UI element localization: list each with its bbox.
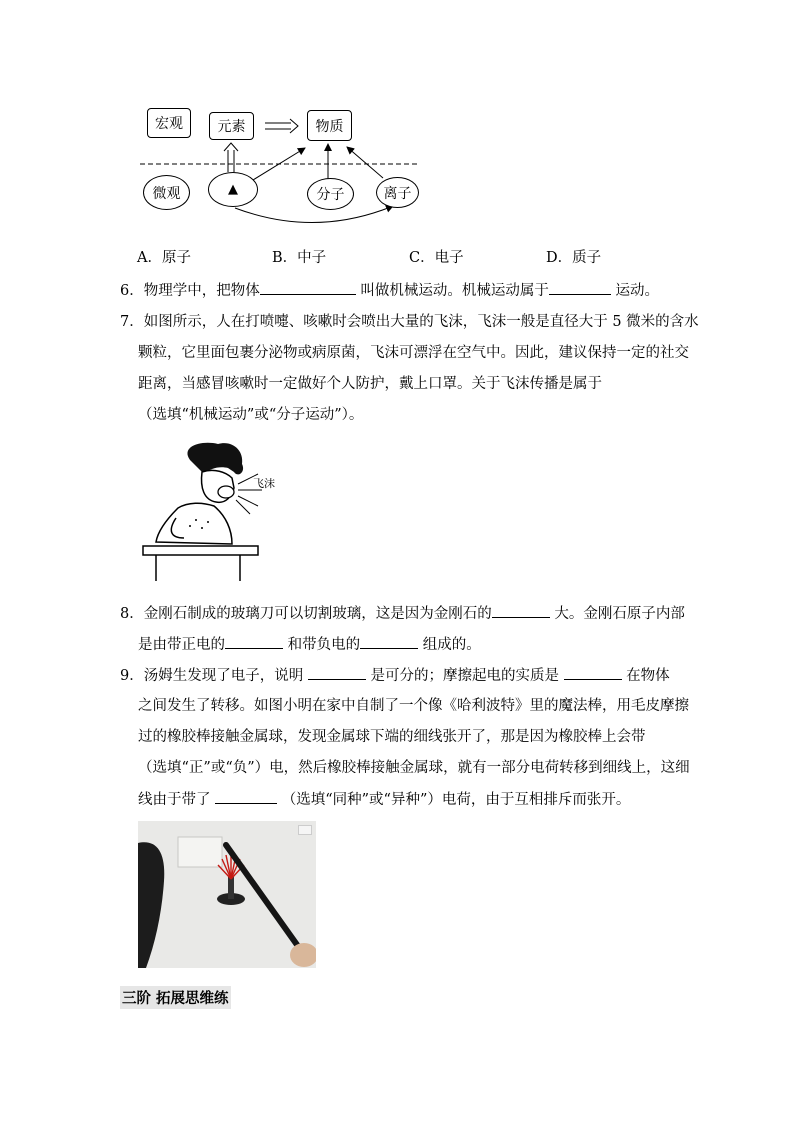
- answer-blank[interactable]: [492, 603, 550, 618]
- question-text: 是可分的；摩擦起电的实质是: [370, 668, 559, 684]
- answer-blank[interactable]: [549, 280, 611, 295]
- question-9-line-2: 之间发生了转移。如图小明在家中自制了一个像《哈利波特》里的魔法棒，用毛皮摩擦: [138, 698, 689, 714]
- question-text: 组成的。: [422, 637, 481, 653]
- molecule-oval: 分子: [307, 178, 354, 210]
- sneeze-figure: [140, 438, 285, 583]
- question-7-line-1: [120, 312, 699, 332]
- question-text: 在物体: [626, 668, 670, 684]
- question-9-line-3: 过的橡胶棒接触金属球，发现金属球下端的细线张开了，那是因为橡胶棒上会带: [138, 729, 646, 745]
- substance-box: 物质: [307, 110, 352, 141]
- question-text: （选填“同种”或“异种”）电荷，由于互相排斥而张开。: [281, 792, 631, 808]
- photo-corner-mark: [298, 825, 312, 835]
- option-b: B．中子: [272, 250, 327, 266]
- answer-blank[interactable]: [308, 665, 366, 680]
- question-8-line-1: [120, 603, 685, 624]
- question-text: 大。金刚石原子内部: [554, 606, 685, 622]
- question-6: [120, 280, 659, 301]
- question-text: 物理学中，把物体: [143, 283, 260, 299]
- droplet-label: 飞沫: [253, 477, 275, 490]
- question-text: 和带负电的: [287, 637, 361, 653]
- unknown-particle-oval: ▲: [208, 172, 258, 207]
- question-9-line-4: （选填“正”或“负”）电，然后橡胶棒接触金属球，就有一部分电荷转移到细线上，这细: [138, 760, 690, 776]
- question-text: 如图所示，人在打喷嚏、咳嗽时会喷出大量的飞沫，飞沫一般是直径大于 5 微米的含水: [143, 314, 699, 330]
- ion-oval: 离子: [376, 177, 419, 208]
- question-text: 金刚石制成的玻璃刀可以切割玻璃，这是因为金刚石的: [143, 606, 492, 622]
- element-box: 元素: [209, 112, 254, 140]
- question-9-line-1: [120, 665, 670, 686]
- answer-blank[interactable]: [260, 280, 356, 295]
- question-text: 是由带正电的: [138, 637, 225, 653]
- answer-blank[interactable]: [215, 789, 277, 804]
- answer-blank[interactable]: [225, 634, 283, 649]
- question-text: 线由于带了: [138, 792, 211, 808]
- question-number: 7．: [120, 314, 144, 330]
- question-9-line-5: [138, 789, 630, 810]
- question-7-line-4: （选填“机械运动”或“分子运动”）。: [138, 407, 364, 423]
- question-7-line-2: 颗粒，它里面包裹分泌物或病原菌，飞沫可漂浮在空气中。因此，建议保持一定的社交: [138, 345, 689, 361]
- question-text: 运动。: [615, 283, 659, 299]
- question-7-line-3: 距离，当感冒咳嗽时一定做好个人防护，戴上口罩。关于飞沫传播是属于: [138, 376, 602, 392]
- answer-blank[interactable]: [564, 665, 622, 680]
- question-text: 汤姆生发现了电子，说明: [143, 668, 304, 684]
- magic-wand-photo: [138, 821, 316, 968]
- answer-blank[interactable]: [360, 634, 418, 649]
- question-text: 叫做机械运动。机械运动属于: [360, 283, 549, 299]
- question-number: 6．: [120, 283, 144, 299]
- electroscope-photo-drawing: [138, 821, 316, 968]
- macro-label: 宏观: [147, 108, 191, 138]
- question-8-line-2: [138, 634, 481, 655]
- question-number: 8．: [120, 606, 144, 622]
- micro-label: 微观: [143, 175, 190, 210]
- option-d: D．质子: [546, 250, 602, 266]
- option-a: A．原子: [137, 250, 191, 266]
- section-3-heading: 三阶 拓展思维练: [120, 986, 231, 1009]
- option-c: C．电子: [409, 250, 464, 266]
- question-number: 9．: [120, 668, 144, 684]
- sneezing-person-drawing: [140, 438, 285, 583]
